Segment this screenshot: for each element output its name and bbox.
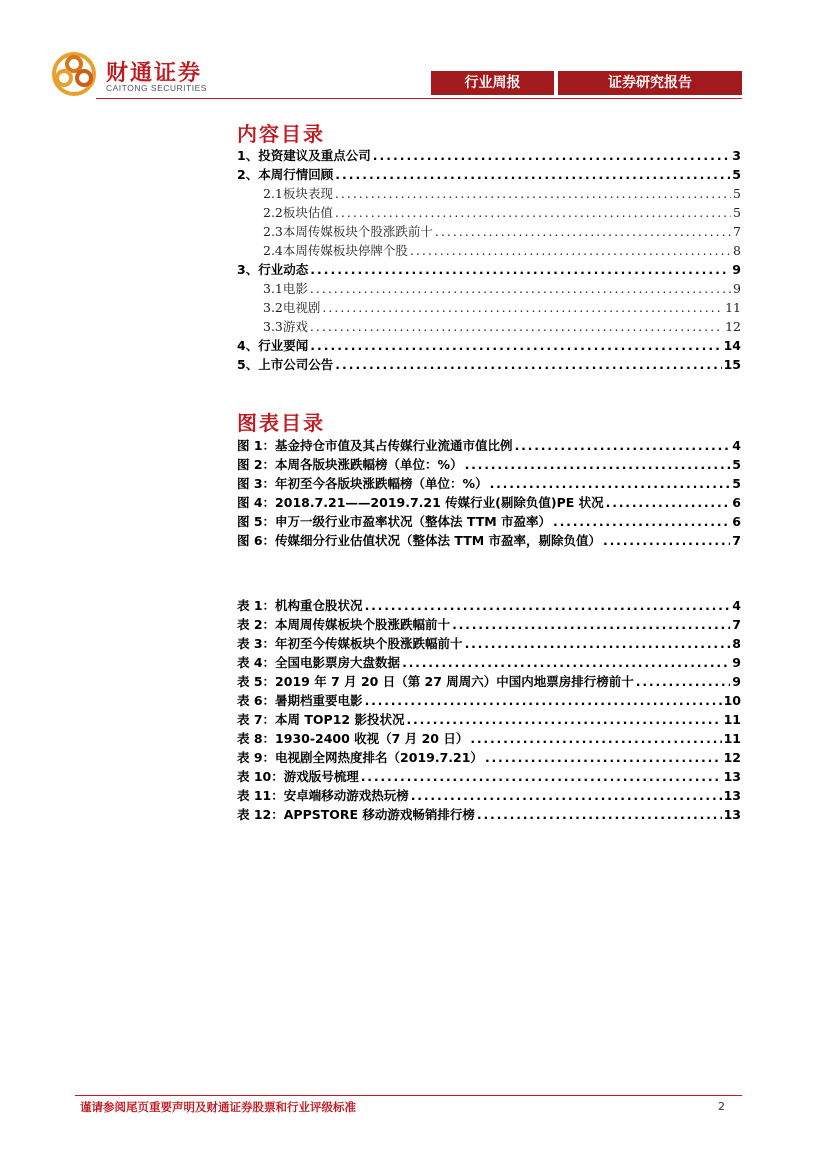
table-entry-label: 表 10：游戏版号梳理 (237, 769, 359, 784)
toc-entry-page: 9 (732, 262, 741, 277)
table-entry[interactable] (237, 766, 741, 785)
figure-entry[interactable] (237, 454, 741, 473)
table-entry[interactable] (237, 804, 741, 823)
toc-entry-number: 2.4 (263, 243, 283, 258)
dot-leader (373, 148, 731, 164)
figures-toc-title: 图表目录 (237, 411, 325, 435)
figure-entry-page: 5 (732, 476, 741, 491)
toc-subentry[interactable] (263, 240, 741, 259)
company-logo (50, 50, 250, 100)
toc-entry-label: 板块表现 (282, 186, 333, 201)
table-entry-page: 13 (723, 807, 741, 822)
figure-entry-page: 7 (732, 533, 741, 548)
dot-leader (452, 617, 730, 633)
table-entry-page: 13 (723, 769, 741, 784)
table-entry-label: 表 7：本周 TOP12 影投状况 (237, 712, 405, 727)
toc-entry-label: 板块估值 (282, 205, 333, 220)
toc-entry-number: 2、 (237, 167, 259, 182)
figure-entry[interactable] (237, 435, 741, 454)
toc-entry-number: 2.3 (263, 224, 283, 239)
dot-leader (335, 167, 730, 183)
dot-leader (410, 243, 731, 259)
figure-entry-label: 图 4：2018.7.21——2019.7.21 传媒行业(剔除负值)PE 状况 (237, 495, 604, 510)
logo-english-name: CAITONG SECURITIES (106, 83, 207, 93)
table-entry[interactable] (237, 785, 741, 804)
toc-entry-page: 3 (732, 148, 741, 163)
toc-entry-label: 本周传媒板块停牌个股 (282, 243, 408, 258)
toc-subentry[interactable] (263, 183, 741, 202)
toc-entry-number: 3.2 (263, 300, 283, 315)
figure-entry[interactable] (237, 473, 741, 492)
toc-entry-page: 14 (723, 338, 741, 353)
dot-leader (490, 476, 731, 492)
table-entry[interactable] (237, 671, 741, 690)
table-entry-page: 9 (732, 674, 741, 689)
report-type-tag: 行业周报 (431, 71, 554, 95)
toc-entry-page: 11 (725, 300, 741, 315)
table-entry[interactable] (237, 595, 741, 614)
toc-entry[interactable] (237, 145, 741, 164)
dot-leader (411, 788, 722, 804)
table-entry-page: 8 (732, 636, 741, 651)
dot-leader (365, 598, 731, 614)
toc-entry-page: 5 (732, 167, 741, 182)
header-divider (96, 98, 742, 99)
toc-entry-label: 本周行情回顾 (258, 167, 334, 182)
toc-entry-label: 上市公司公告 (258, 357, 334, 372)
toc-subentry[interactable] (263, 221, 741, 240)
figure-entry-page: 5 (732, 457, 741, 472)
dot-leader (636, 674, 731, 690)
dot-leader (606, 495, 731, 511)
figure-entry-page: 6 (732, 514, 741, 529)
toc-entry-page: 8 (733, 243, 741, 258)
dot-leader (465, 636, 731, 652)
dot-leader (322, 300, 723, 316)
table-entry-label: 表 11：安卓端移动游戏热玩榜 (237, 788, 409, 803)
toc-entry-number: 3.1 (263, 281, 283, 296)
page-number: 2 (718, 1100, 725, 1113)
toc-entry-number: 3.3 (263, 319, 283, 334)
table-entry-label: 表 2：本周周传媒板块个股涨跌幅前十 (237, 617, 451, 632)
dot-leader (310, 262, 730, 278)
figure-entry-label: 图 3：年初至今各版块涨跌幅榜（单位：%） (237, 476, 488, 491)
figure-entry-page: 4 (732, 438, 741, 453)
dot-leader (402, 655, 730, 671)
table-entry-page: 11 (723, 731, 741, 746)
caitong-logo-icon (50, 50, 98, 98)
table-entry[interactable] (237, 747, 741, 766)
table-entry-label: 表 9：电视剧全网热度排名（2019.7.21） (237, 750, 483, 765)
toc-entry-label: 行业要闻 (258, 338, 309, 353)
figure-entry-page: 6 (732, 495, 741, 510)
figure-entry[interactable] (237, 492, 741, 511)
dot-leader (477, 807, 722, 823)
table-entry[interactable] (237, 614, 741, 633)
table-entry-page: 4 (732, 598, 741, 613)
toc-entry-label: 电视剧 (282, 300, 321, 315)
toc-entry-label: 电影 (282, 281, 308, 296)
figure-entry-label: 图 1：基金持仓市值及其占传媒行业流通市值比例 (237, 438, 513, 453)
table-entry[interactable] (237, 652, 741, 671)
table-entry-page: 10 (723, 693, 741, 708)
logo-chinese-name: 财通证券 (106, 61, 203, 86)
toc-entry-page: 5 (733, 186, 741, 201)
dot-leader (310, 338, 721, 354)
toc-entry-page: 12 (725, 319, 741, 334)
toc-subentry[interactable] (263, 297, 741, 316)
dot-leader (310, 319, 723, 335)
dot-leader (335, 357, 721, 373)
figure-entry-label: 图 5：申万一级行业市盈率状况（整体法 TTM 市盈率） (237, 514, 552, 529)
table-entry-label: 表 3：年初至今传媒板块个股涨跌幅前十 (237, 636, 463, 651)
footer-divider (75, 1095, 742, 1096)
report-category-tag: 证券研究报告 (558, 71, 742, 95)
dot-leader (365, 693, 722, 709)
table-entry[interactable] (237, 709, 741, 728)
toc-entry[interactable] (237, 335, 741, 354)
dot-leader (485, 750, 722, 766)
dot-leader (515, 438, 731, 454)
table-entry-label: 表 1：机构重仓股状况 (237, 598, 363, 613)
toc-entry-page: 9 (733, 281, 741, 296)
table-entry-page: 9 (732, 655, 741, 670)
toc-entry-number: 4、 (237, 338, 259, 353)
toc-entry-page: 5 (733, 205, 741, 220)
footer-disclaimer: 谨请参阅尾页重要声明及财通证券股票和行业评级标准 (80, 1100, 356, 1114)
toc-entry-label: 行业动态 (258, 262, 309, 277)
dot-leader (553, 514, 730, 530)
dot-leader (470, 731, 721, 747)
toc-entry-page: 15 (723, 357, 741, 372)
toc-entry-label: 本周传媒板块个股涨跌前十 (282, 224, 433, 239)
figure-entry-label: 图 2：本周各版块涨跌幅榜（单位：%） (237, 457, 463, 472)
figure-entry-label: 图 6：传媒细分行业估值状况（整体法 TTM 市盈率，剔除负值） (237, 533, 602, 548)
toc-subentry[interactable] (263, 202, 741, 221)
table-entry[interactable] (237, 690, 741, 709)
dot-leader (335, 205, 731, 221)
table-entry-label: 表 5：2019 年 7 月 20 日（第 27 周周六）中国内地票房排行榜前十 (237, 674, 634, 689)
toc-entry[interactable] (237, 354, 741, 373)
toc-entry-page: 7 (733, 224, 741, 239)
toc-entry[interactable] (237, 259, 741, 278)
toc-entry-number: 2.1 (263, 186, 283, 201)
dot-leader (465, 457, 731, 473)
toc-title: 内容目录 (237, 122, 325, 146)
dot-leader (361, 769, 722, 785)
table-entry-page: 11 (723, 712, 741, 727)
toc-entry-number: 2.2 (263, 205, 283, 220)
table-entry-label: 表 12：APPSTORE 移动游戏畅销排行榜 (237, 807, 475, 822)
toc-subentry[interactable] (263, 316, 741, 335)
toc-entry-number: 5、 (237, 357, 259, 372)
figure-entry[interactable] (237, 511, 741, 530)
toc-entry-label: 投资建议及重点公司 (258, 148, 371, 163)
toc-entry[interactable] (237, 164, 741, 183)
dot-leader (435, 224, 731, 240)
dot-leader (603, 533, 730, 549)
dot-leader (335, 186, 731, 202)
table-entry-label: 表 8：1930-2400 收视（7 月 20 日） (237, 731, 469, 746)
table-entry[interactable] (237, 728, 741, 747)
toc-entry-number: 3、 (237, 262, 259, 277)
table-entry-page: 7 (732, 617, 741, 632)
table-entry-page: 13 (723, 788, 741, 803)
toc-entry-label: 游戏 (282, 319, 308, 334)
table-entry-label: 表 4：全国电影票房大盘数据 (237, 655, 401, 670)
dot-leader (406, 712, 721, 728)
table-entry-label: 表 6：暑期档重要电影 (237, 693, 363, 708)
table-entry[interactable] (237, 633, 741, 652)
dot-leader (310, 281, 731, 297)
figure-entry[interactable] (237, 530, 741, 549)
table-entry-page: 12 (723, 750, 741, 765)
toc-entry-number: 1、 (237, 148, 259, 163)
toc-subentry[interactable] (263, 278, 741, 297)
